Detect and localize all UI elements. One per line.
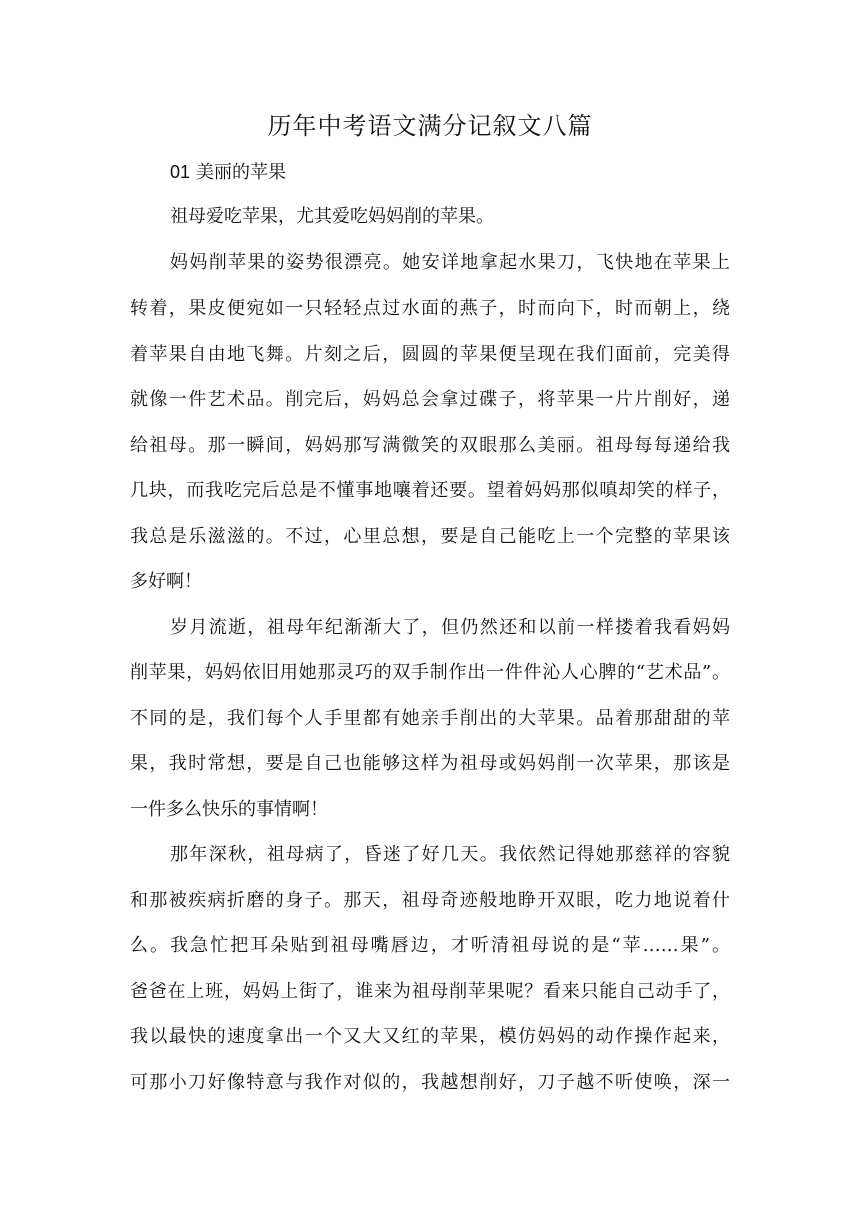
- paragraph-line: 我以最快的速度拿出一个又大又红的苹果，模仿妈妈的动作操作起来，: [130, 1026, 730, 1047]
- paragraph-line: 几块，而我吃完后总是不懂事地嚷着还要。望着妈妈那似嗔却笑的样子，: [130, 480, 730, 501]
- paragraph-line: 不同的是，我们每个人手里都有她亲手削出的大苹果。品着那甜甜的苹: [130, 708, 730, 729]
- section-heading: [170, 158, 286, 187]
- paragraph-line: 给祖母。那一瞬间，妈妈那写满微笑的双眼那么美丽。祖母每每递给我: [130, 435, 730, 456]
- paragraph-line: 转着，果皮便宛如一只轻轻点过水面的燕子，时而向下，时而朝上，绕: [130, 298, 730, 319]
- section-number: 01: [170, 162, 191, 182]
- paragraph-line: 多好啊！: [130, 571, 202, 592]
- paragraph-line: 妈妈削苹果的姿势很漂亮。她安详地拿起水果刀，飞快地在苹果上: [170, 252, 730, 273]
- paragraph-line: 么。我急忙把耳朵贴到祖母嘴唇边，才听清祖母说的是“苹……果”。: [130, 935, 730, 956]
- paragraph-line: 就像一件艺术品。削完后，妈妈总会拿过碟子，将苹果一片片削好，递: [130, 389, 730, 410]
- document-title: 历年中考语文满分记叙文八篇: [267, 112, 593, 140]
- paragraph-line: 和那被疾病折磨的身子。那天，祖母奇迹般地睁开双眼，吃力地说着什: [130, 890, 730, 911]
- paragraph-line: 那年深秋，祖母病了，昏迷了好几天。我依然记得她那慈祥的容貌: [170, 844, 730, 865]
- paragraph-line: 果，我时常想，要是自己也能够这样为祖母或妈妈削一次苹果，那该是: [130, 753, 730, 774]
- paragraph-line: 削苹果，妈妈依旧用她那灵巧的双手制作出一件件沁人心脾的“艺术品”。: [130, 662, 730, 683]
- section-title: 美丽的苹果: [196, 162, 287, 183]
- paragraph-line: 岁月流逝，祖母年纪渐渐大了，但仍然还和以前一样搂着我看妈妈: [170, 617, 730, 638]
- paragraph-line: 爸爸在上班，妈妈上街了，谁来为祖母削苹果呢？看来只能自己动手了，: [130, 981, 730, 1002]
- paragraph-line: 可那小刀好像特意与我作对似的，我越想削好，刀子越不听使唤，深一: [130, 1072, 730, 1093]
- paragraph-line: 我总是乐滋滋的。不过，心里总想，要是自己能吃上一个完整的苹果该: [130, 526, 730, 547]
- paragraph-line: 着苹果自由地飞舞。片刻之后，圆圆的苹果便呈现在我们面前，完美得: [130, 344, 730, 365]
- paragraph-line: 祖母爱吃苹果，尤其爱吃妈妈削的苹果。: [170, 206, 494, 227]
- paragraph-line: 一件多么快乐的事情啊！: [130, 799, 328, 820]
